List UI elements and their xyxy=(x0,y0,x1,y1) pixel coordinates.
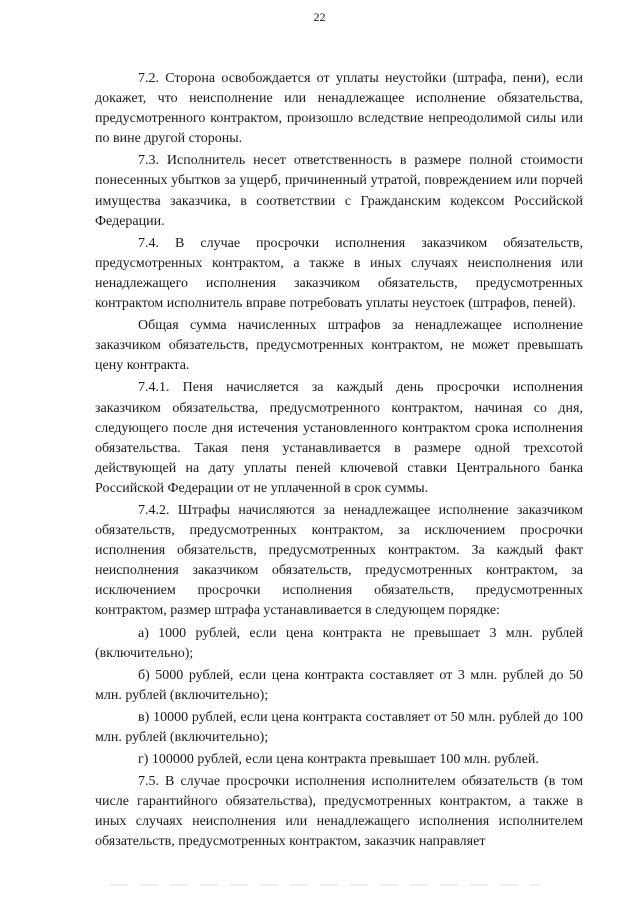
paragraph-7-3: 7.3. Исполнитель несет ответственность в размере полной стоимости понесенных убытков за ущерб, причиненный утратой, повреждением или порчей имущества заказчика, в соответствии с Гражданским кодексом Российской Федерации. xyxy=(95,153,583,229)
document-body xyxy=(95,69,583,853)
list-item-v: в) 10000 рублей, если цена контракта составляет от 50 млн. рублей до 100 млн. рублей (включительно); xyxy=(95,709,583,745)
paragraph-7-4-1: 7.4.1. Пеня начисляется за каждый день просрочки исполнения заказчиком обязательства, предусмотренного контрактом, начиная со дня, следующего после дня истечения установленного контрактом срока исполнения обязательства. Такая пеня устанавливается в размере одной трехсотой действующей на дату уплаты пеней ключевой ставки Центрального банка Российской Федерации от не уплаченной в срок суммы. xyxy=(95,380,583,496)
list-item-g: г) 100000 рублей, если цена контракта превышает 100 млн. рублей. xyxy=(138,752,539,768)
paragraph-7-4: 7.4. В случае просрочки исполнения заказчиком обязательств, предусмотренных контрактом, а также в иных случаях неисполнения или ненадлежащего исполнения заказчиком обязательств, предусмотренных контрактом исполнитель вправе потребовать уплаты неустоек (штрафов, пеней). xyxy=(95,235,583,312)
page-number: 22 xyxy=(313,10,326,24)
footer-scan-trace xyxy=(110,884,540,886)
paragraph-total-fines: Общая сумма начисленных штрафов за ненадлежащее исполнение заказчиком обязательств, предусмотренных контрактом, не может превышать цену контракта. xyxy=(95,318,583,374)
paragraph-7-2: 7.2. Сторона освобождается от уплаты неустойки (штрафа, пени), если докажет, что неисполнение или ненадлежащее исполнение обязательства, предусмотренного контрактом, произошло вследствие непреодолимой силы или по вине другой стороны. xyxy=(95,71,583,147)
list-item-b: б) 5000 рублей, если цена контракта составляет от 3 млн. рублей до 50 млн. рублей (включительно); xyxy=(95,667,583,703)
paragraph-7-4-2: 7.4.2. Штрафы начисляются за ненадлежащее исполнение заказчиком обязательств, предусмотренных контрактом, за исключением просрочки исполнения обязательств, предусмотренных контрактом. За каждый факт неисполнения заказчиком обязательств, предусмотренных контрактом, за исключением просрочки исполнения обязательств, предусмотренных контрактом, размер штрафа устанавливается в следующем порядке: xyxy=(95,502,583,619)
paragraph-7-5: 7.5. В случае просрочки исполнения исполнителем обязательств (в том числе гарантийного обязательства), предусмотренных контрактом, а также в иных случаях неисполнения или ненадлежащего исполнения исполнителем обязательств, предусмотренных контрактом, заказчик направляет xyxy=(95,774,583,850)
list-item-a: а) 1000 рублей, если цена контракта не превышает 3 млн. рублей (включительно); xyxy=(95,625,583,661)
